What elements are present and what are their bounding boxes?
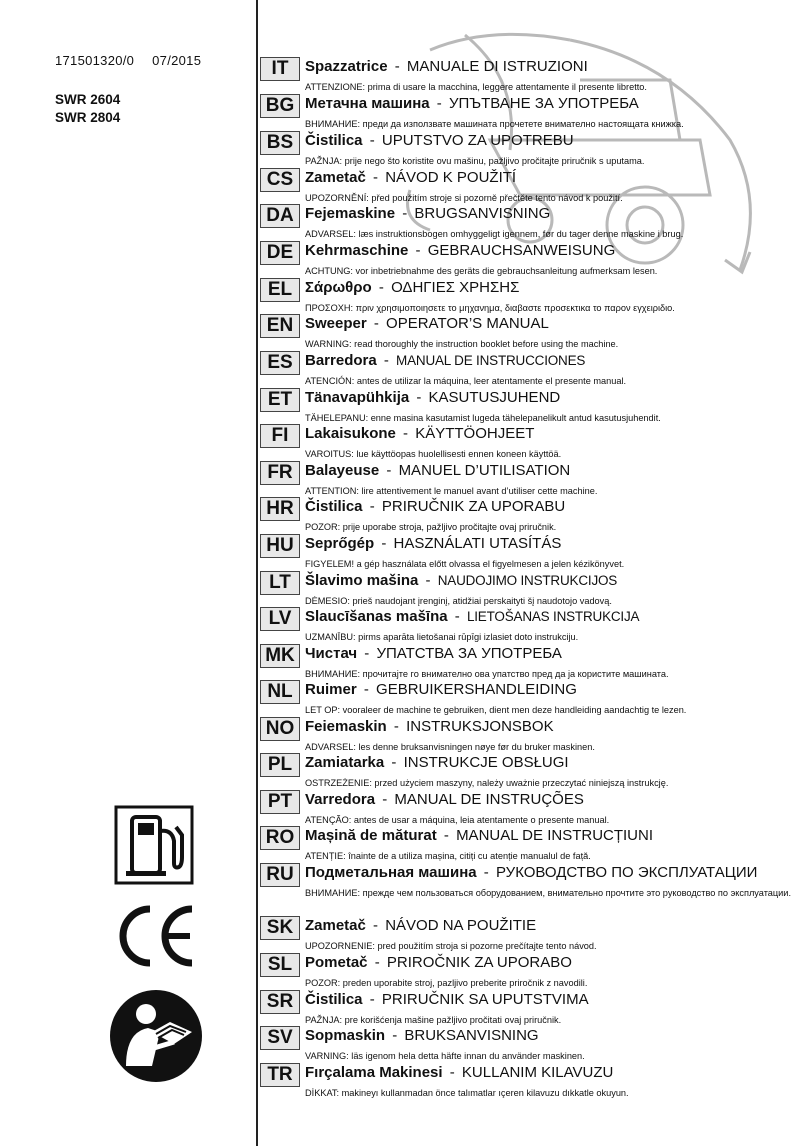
warning-text: ATENCIÓN: antes de utilizar la máquina, leer atentamente el presente manual. [305, 376, 627, 386]
language-row-hu [260, 533, 800, 571]
language-row-et [260, 387, 800, 425]
language-code: TR [260, 1063, 300, 1087]
language-code: SK [260, 916, 300, 940]
manual-type: GEBRUIKERSHANDLEIDING [376, 681, 577, 698]
machine-name: Šlavimo mašina [305, 572, 419, 589]
machine-name: Seprőgép [305, 535, 375, 552]
language-row-en [260, 313, 800, 351]
warning-text: PAŽNJA: prije nego što koristite ovu mašinu, pažljivo pročitajte priručnik s uputama. [305, 156, 645, 166]
language-code: IT [260, 57, 300, 81]
ce-mark-icon [112, 905, 196, 967]
language-row-hr [260, 496, 800, 534]
language-code: HU [260, 534, 300, 558]
manual-title: Čistilica - PRIRUČNIK ZA UPORABU [305, 498, 566, 515]
manual-type: LIETOŠANAS INSTRUKCIJA [466, 609, 640, 624]
manual-title: Seprőgép - HASZNÁLATI UTASÍTÁS [305, 535, 562, 552]
language-row-fi [260, 423, 800, 461]
manual-type: PRIROČNIK ZA UPORABO [386, 954, 572, 971]
machine-name: Barredora [305, 352, 377, 369]
manual-type: OPERATOR’S MANUAL [386, 315, 549, 332]
machine-name: Slaucīšanas mašīna [305, 608, 448, 625]
manual-type: NAUDOJIMO INSTRUKCIJOS [437, 573, 618, 588]
manual-title: Pometač - PRIROČNIK ZA UPORABO [305, 954, 572, 971]
document-reference [55, 53, 201, 68]
machine-name: Σάρωθρο [305, 279, 372, 296]
machine-name: Tänavapühkija [305, 389, 410, 406]
manual-title: Sweeper - OPERATOR’S MANUAL [305, 315, 549, 332]
manual-type: MANUALE DI ISTRUZIONI [406, 58, 588, 75]
warning-text: DĖMESIO: prieš naudojant įrenginį, atidžiai perskaityti šį naudotojo vadovą. [305, 596, 612, 606]
read-manual-icon [108, 988, 204, 1084]
manual-title: Метачна машина - УПЪТВАНЕ ЗА УПОТРЕБА [305, 95, 639, 112]
warning-text: ADVARSEL: læs instruktionsbogen omhyggeligt igennem, før du tager denne maskine i brug. [305, 229, 684, 239]
manual-type: INSTRUKSJONSBOK [406, 718, 554, 735]
manual-type: NÁVOD NA POUŽITIE [385, 917, 537, 934]
warning-text: TÄHELEPANU: enne masina kasutamist lugeda tähelepanelikult antud kasutusjuhendit. [305, 413, 661, 423]
manual-title: Varredora - MANUAL DE INSTRUÇÕES [305, 791, 584, 808]
language-code: EN [260, 314, 300, 338]
machine-name: Подметальная машина [305, 864, 477, 881]
warning-text: ВНИМАНИЕ: прежде чем пользоваться оборудованием, внимательно прочтите это руководство по эксплуатации. [305, 888, 791, 898]
manual-title: Zametač - NÁVOD K POUŽITÍ [305, 169, 517, 186]
manual-type: УПАТСТВА ЗА УПОТРЕБА [376, 645, 562, 662]
machine-name: Ruimer [305, 681, 357, 698]
manual-title: Slaucīšanas mašīna - LIETOŠANAS INSTRUKCIJA [305, 608, 640, 625]
warning-text: ATENȚIE: înainte de a utiliza mașina, citiți cu atenție manualul de față. [305, 851, 591, 861]
document-code: 171501320/0 [55, 53, 135, 68]
manual-title: Balayeuse - MANUEL D’UTILISATION [305, 462, 571, 479]
manual-title: Barredora - MANUAL DE INSTRUCCIONES [305, 352, 586, 369]
manual-title: Sopmaskin - BRUKSANVISNING [305, 1027, 539, 1044]
manual-type: УПЪТВАНЕ ЗА УПОТРЕБА [448, 95, 639, 112]
language-row-sv [260, 1025, 800, 1063]
manual-type: PRIRUČNIK ZA UPORABU [381, 498, 566, 515]
language-code: SV [260, 1026, 300, 1050]
manual-type: GEBRAUCHSANWEISUNG [427, 242, 616, 259]
language-row-bs [260, 130, 800, 168]
manual-type: PRIRUČNIK SA UPUTSTVIMA [381, 991, 589, 1008]
language-row-de [260, 240, 800, 278]
language-code: FR [260, 461, 300, 485]
warning-text: ADVARSEL: les denne bruksanvisningen nøye før du bruker maskinen. [305, 742, 595, 752]
language-code: ES [260, 351, 300, 375]
language-row-pt [260, 789, 800, 827]
manual-type: MANUAL DE INSTRUCCIONES [396, 353, 586, 368]
language-row-pl [260, 752, 800, 790]
warning-text: ATTENZIONE: prima di usare la macchina, leggere attentamente il presente libretto. [305, 82, 647, 92]
warning-text: WARNING: read thoroughly the instruction booklet before using the machine. [305, 339, 619, 349]
machine-name: Pometač [305, 954, 368, 971]
machine-name: Spazzatrice [305, 58, 388, 75]
language-row-es [260, 350, 800, 388]
manual-title: Mașină de măturat - MANUAL DE INSTRUCȚIUNI [305, 827, 654, 844]
machine-name: Sweeper [305, 315, 367, 332]
warning-text: POZOR: prije uporabe stroja, pažljivo pročitajte ovaj priručnik. [305, 522, 557, 532]
manual-type: NÁVOD K POUŽITÍ [385, 169, 517, 186]
machine-name: Fejemaskine [305, 205, 396, 222]
manual-type: KULLANIM KILAVUZU [461, 1064, 614, 1081]
language-row-cs [260, 167, 800, 205]
manual-type: INSTRUKCJE OBSŁUGI [403, 754, 569, 771]
document-date: 07/2015 [152, 53, 202, 68]
manual-title: Feiemaskin - INSTRUKSJONSBOK [305, 718, 554, 735]
manual-title: Чистач - УПАТСТВА ЗА УПОТРЕБА [305, 645, 562, 662]
manual-type: ΟΔΗΓΙΕΣ ΧΡΗΣΗΣ [391, 279, 520, 296]
machine-name: Метачна машина [305, 95, 430, 112]
manual-title: Čistilica - PRIRUČNIK SA UPUTSTVIMA [305, 991, 589, 1008]
warning-text: UPOZORNĚNÍ: před použitím stroje si pozorně přečtěte tento návod k použití. [305, 193, 623, 203]
language-row-da [260, 203, 800, 241]
manual-type: BRUGSANVISNING [414, 205, 551, 222]
manual-type: KÄYTTÖOHJEET [415, 425, 535, 442]
manual-type: РУКОВОДСТВО ПО ЭКСПЛУАТАЦИИ [495, 864, 758, 881]
machine-name: Lakaisukone [305, 425, 396, 442]
warning-text: UPOZORNENIE: pred použitím stroja si pozorne prečítajte tento návod. [305, 941, 597, 951]
warning-text: ВНИМАНИЕ: преди да използвате машината прочетете внимателно настоящата книжка. [305, 119, 684, 129]
language-code: NL [260, 680, 300, 704]
warning-text: ACHTUNG: vor inbetriebnahme des geräts die gebrauchsanleitung aufmerksam lesen. [305, 266, 658, 276]
warning-text: OSTRZEŻENIE: przed użyciem maszyny, należy uważnie przeczytać niniejszą instrukcję. [305, 778, 669, 788]
language-row-sk [260, 915, 800, 953]
language-code: SL [260, 953, 300, 977]
language-row-sr [260, 989, 800, 1027]
language-code: DE [260, 241, 300, 265]
language-code: DA [260, 204, 300, 228]
language-code: PT [260, 790, 300, 814]
manual-title: Подметальная машина - РУКОВОДСТВО ПО ЭКСПЛУАТАЦИИ [305, 864, 758, 881]
language-row-el [260, 277, 800, 315]
language-code: EL [260, 278, 300, 302]
language-row-sl [260, 952, 800, 990]
warning-text: ΠΡΟΣΟΧΗ: πριν χρησιμοποιησετε το μηχανημα, διαβαστε προσεκτικα το παρον εγχειριδιο. [305, 303, 675, 313]
warning-text: ВНИМАНИЕ: прочитајте го внимателно ова упатство пред да ја користите машината. [305, 669, 669, 679]
warning-text: PAŽNJA: pre korišćenja mašine pažljivo pročitati ovaj priručnik. [305, 1015, 562, 1025]
manual-title: Σάρωθρο - ΟΔΗΓΙΕΣ ΧΡΗΣΗΣ [305, 279, 520, 296]
machine-name: Zametač [305, 169, 366, 186]
manual-title: Kehrmaschine - GEBRAUCHSANWEISUNG [305, 242, 616, 259]
machine-name: Feiemaskin [305, 718, 387, 735]
language-code: RO [260, 826, 300, 850]
language-code: BS [260, 131, 300, 155]
language-code: BG [260, 94, 300, 118]
manual-type: UPUTSTVO ZA UPOTREBU [381, 132, 574, 149]
manual-title: Zametač - NÁVOD NA POUŽITIE [305, 917, 537, 934]
machine-name: Sopmaskin [305, 1027, 386, 1044]
language-code: SR [260, 990, 300, 1014]
machine-name: Kehrmaschine [305, 242, 409, 259]
language-code: MK [260, 644, 300, 668]
machine-name: Mașină de măturat [305, 827, 437, 844]
manual-title: Spazzatrice - MANUALE DI ISTRUZIONI [305, 58, 588, 75]
manual-title: Tänavapühkija - KASUTUSJUHEND [305, 389, 561, 406]
manual-title: Zamiatarka - INSTRUKCJE OBSŁUGI [305, 754, 569, 771]
warning-text: ATTENTION: lire attentivement le manuel avant d’utiliser cette machine. [305, 486, 598, 496]
warning-text: FIGYELEM! a gép használata előtt olvassa el figyelmesen a jelen kézikönyvet. [305, 559, 625, 569]
language-row-tr [260, 1062, 800, 1100]
language-row-fr [260, 460, 800, 498]
warning-text: ATENÇÃO: antes de usar a máquina, leia atentamente o presente manual. [305, 815, 610, 825]
manual-type: MANUEL D’UTILISATION [398, 462, 571, 479]
machine-name: Varredora [305, 791, 376, 808]
manual-type: HASZNÁLATI UTASÍTÁS [393, 535, 562, 552]
language-code: LT [260, 571, 300, 595]
manual-title: Čistilica - UPUTSTVO ZA UPOTREBU [305, 132, 574, 149]
language-code: LV [260, 607, 300, 631]
language-row-lt [260, 570, 800, 608]
language-code: NO [260, 717, 300, 741]
manual-title: Fırçalama Makinesi - KULLANIM KILAVUZU [305, 1064, 614, 1081]
machine-name: Čistilica [305, 498, 363, 515]
language-row-ru [260, 862, 800, 900]
warning-text: VARNING: läs igenom hela detta häfte innan du använder maskinen. [305, 1051, 585, 1061]
warning-text: POZOR: preden uporabite stroj, pazljivo preberite priročnik z navodili. [305, 978, 588, 988]
warning-text: VAROITUS: lue käyttöopas huolellisesti ennen koneen käyttöä. [305, 449, 562, 459]
model-name: SWR 2604 [55, 92, 121, 107]
language-code: HR [260, 497, 300, 521]
vertical-divider [256, 0, 258, 1146]
manual-type: KASUTUSJUHEND [428, 389, 561, 406]
model-name: SWR 2804 [55, 110, 121, 125]
machine-name: Čistilica [305, 991, 363, 1008]
manual-title: Fejemaskine - BRUGSANVISNING [305, 205, 551, 222]
manual-title: Ruimer - GEBRUIKERSHANDLEIDING [305, 681, 577, 698]
machine-name: Čistilica [305, 132, 363, 149]
machine-name: Balayeuse [305, 462, 380, 479]
machine-name: Fırçalama Makinesi [305, 1064, 443, 1081]
language-code: RU [260, 863, 300, 887]
language-row-ro [260, 825, 800, 863]
language-row-mk [260, 643, 800, 681]
fuel-pump-icon [114, 805, 194, 885]
manual-type: BRUKSANVISNING [404, 1027, 539, 1044]
manual-type: MANUAL DE INSTRUCȚIUNI [456, 827, 654, 844]
manual-title: Lakaisukone - KÄYTTÖOHJEET [305, 425, 535, 442]
manual-type: MANUAL DE INSTRUÇÕES [394, 791, 584, 808]
language-code: ET [260, 388, 300, 412]
language-row-no [260, 716, 800, 754]
manual-title: Šlavimo mašina - NAUDOJIMO INSTRUKCIJOS [305, 572, 618, 589]
warning-text: LET OP: vooraleer de machine te gebruiken, dient men deze handleiding aandachtig te lezen. [305, 705, 687, 715]
machine-name: Zamiatarka [305, 754, 385, 771]
warning-text: DİKKAT: makineyı kullanmadan önce talımatlar ıçeren kilavuzu dıkkatle okuyun. [305, 1088, 629, 1098]
language-row-lv [260, 606, 800, 644]
machine-name: Чистач [305, 645, 358, 662]
language-code: FI [260, 424, 300, 448]
language-row-it [260, 56, 800, 94]
machine-name: Zametač [305, 917, 366, 934]
language-row-bg [260, 93, 800, 131]
language-code: CS [260, 168, 300, 192]
warning-text: UZMANĪBU: pirms aparāta lietošanai rūpīgi izlasiet doto instrukciju. [305, 632, 579, 642]
language-row-nl [260, 679, 800, 717]
language-code: PL [260, 753, 300, 777]
